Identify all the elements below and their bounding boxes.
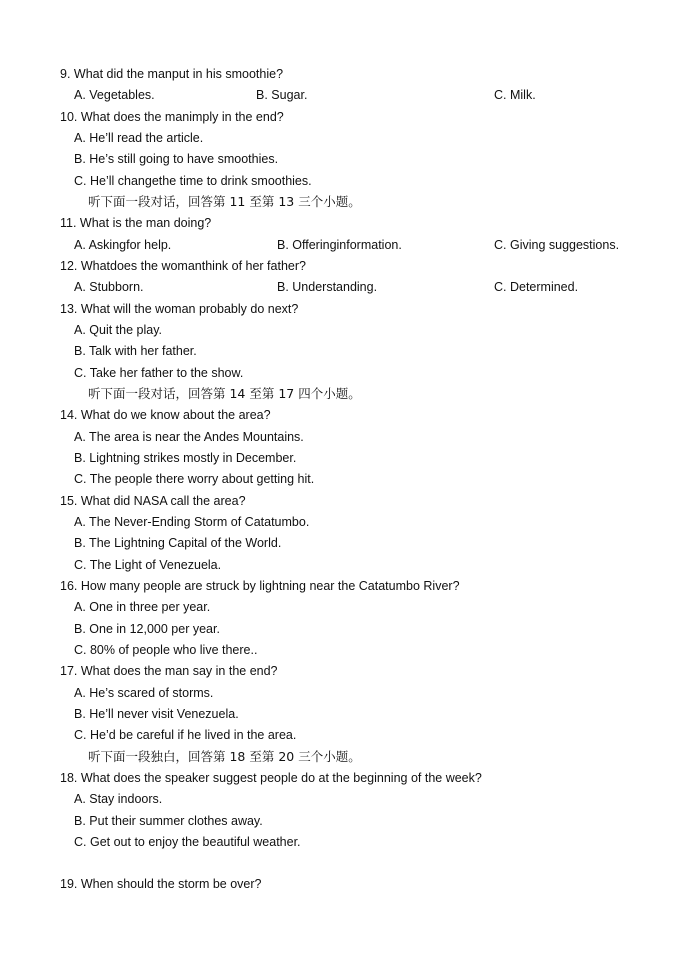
question-18-option-c: C. Get out to enjoy the beautiful weather. (74, 835, 301, 849)
question-16-option-a: A. One in three per year. (74, 600, 211, 614)
question-11-option-a: A. Askingfor help. (74, 238, 172, 252)
question-17-stem: 17. What does the man say in the end? (60, 664, 278, 678)
question-18-option-a: A. Stay indoors. (74, 792, 163, 806)
question-18-option-b: B. Put their summer clothes away. (74, 814, 263, 828)
question-16-option-b: B. One in 12,000 per year. (74, 622, 220, 636)
question-16-stem: 16. How many people are struck by lightning near the Catatumbo River? (60, 579, 460, 593)
question-10-stem: 10. What does the manimply in the end? (60, 110, 284, 124)
question-10-option-b: B. He’s still going to have smoothies. (74, 152, 279, 166)
question-10-option-a: A. He’ll read the article. (74, 131, 204, 145)
question-12-option-b: B. Understanding. (277, 280, 378, 294)
question-14-option-b: B. Lightning strikes mostly in December. (74, 451, 297, 465)
question-12-stem: 12. Whatdoes the womanthink of her father? (60, 259, 306, 273)
question-11-stem: 11. What is the man doing? (60, 216, 212, 230)
section-instruction-1: 听下面一段对话，回答第 11 至第 13 三个小题。 (88, 194, 361, 209)
question-11-option-b: B. Offeringinformation. (277, 238, 402, 252)
question-15-stem: 15. What did NASA call the area? (60, 494, 246, 508)
question-17-option-b: B. He’ll never visit Venezuela. (74, 707, 239, 721)
question-10-option-c: C. He’ll changethe time to drink smoothies. (74, 174, 312, 188)
question-9-stem: 9. What did the manput in his smoothie? (60, 67, 284, 81)
question-19-stem: 19. When should the storm be over? (60, 877, 262, 891)
question-17-option-a: A. He’s scared of storms. (74, 686, 214, 700)
question-16-option-c: C. 80% of people who live there.. (74, 643, 258, 657)
question-14-option-c: C. The people there worry about getting hit. (74, 472, 315, 486)
question-15-option-a: A. The Never-Ending Storm of Catatumbo. (74, 515, 310, 529)
question-12-option-c: C. Determined. (494, 280, 579, 294)
question-14-stem: 14. What do we know about the area? (60, 408, 271, 422)
question-17-option-c: C. He’d be careful if he lived in the area. (74, 728, 297, 742)
question-9-option-b: B. Sugar. (256, 88, 308, 102)
question-9-option-c: C. Milk. (494, 88, 536, 102)
question-13-option-b: B. Talk with her father. (74, 344, 197, 358)
question-15-option-c: C. The Light of Venezuela. (74, 558, 222, 572)
question-11-option-c: C. Giving suggestions. (494, 238, 620, 252)
question-18-stem: 18. What does the speaker suggest people do at the beginning of the week? (60, 771, 482, 785)
question-9-option-a: A. Vegetables. (74, 88, 155, 102)
section-instruction-3: 听下面一段独白，回答第 18 至第 20 三个小题。 (88, 749, 361, 764)
question-13-option-c: C. Take her father to the show. (74, 366, 244, 380)
question-13-stem: 13. What will the woman probably do next? (60, 302, 299, 316)
question-12-option-a: A. Stubborn. (74, 280, 144, 294)
question-13-option-a: A. Quit the play. (74, 323, 163, 337)
section-instruction-2: 听下面一段对话，回答第 14 至第 17 四个小题。 (88, 386, 361, 401)
question-14-option-a: A. The area is near the Andes Mountains. (74, 430, 304, 444)
question-15-option-b: B. The Lightning Capital of the World. (74, 536, 282, 550)
